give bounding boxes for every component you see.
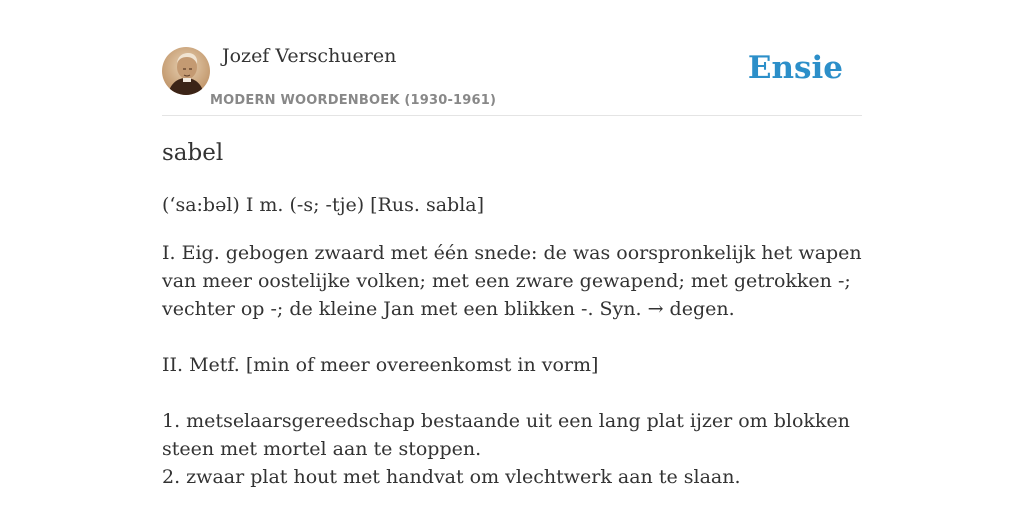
- paragraph-gap: [162, 379, 862, 407]
- entry-header: [162, 0, 862, 116]
- sub-sense-1: 1. metselaarsgereedschap bestaande uit een lang plat ijzer om blokken steen met mortel aan te stoppen.: [162, 410, 850, 460]
- sense-1: I. Eig. gebogen zwaard met één snede: de was oorspronkelijk het wapen van meer oostelijke volken; met een zware gewapend; met getrokken -; vechter op -; de kleine Jan met een blikken -. Syn. → degen.: [162, 242, 862, 320]
- author-name[interactable]: Jozef Verschueren: [222, 45, 397, 67]
- dictionary-card: [162, 0, 862, 512]
- entry-pronunciation: (‘sa:bəl) I m. (-s; -tje) [Rus. sabla]: [162, 194, 485, 216]
- paragraph-gap: [162, 323, 862, 351]
- portrait-photo-icon: [162, 47, 210, 95]
- brand-logo[interactable]: Ensie: [747, 50, 843, 86]
- sub-sense-2: 2. zwaar plat hout met handvat om vlechtwerk aan te slaan.: [162, 466, 741, 488]
- entry-term: sabel: [162, 140, 224, 166]
- source-label[interactable]: MODERN WOORDENBOEK (1930-1961): [210, 93, 497, 108]
- author-avatar[interactable]: [162, 47, 210, 95]
- entry-definition: [162, 239, 862, 491]
- sense-2: II. Metf. [min of meer overeenkomst in vorm]: [162, 354, 599, 376]
